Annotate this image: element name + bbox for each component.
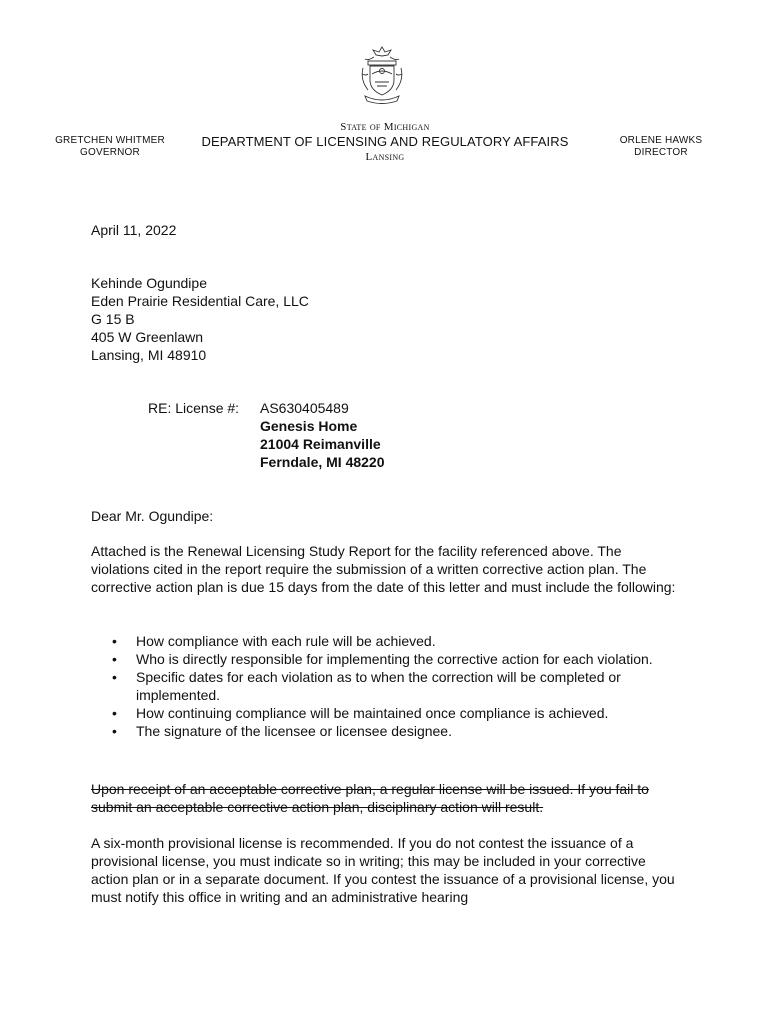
requirements-list [112, 632, 672, 740]
facility-name: Genesis Home [260, 418, 358, 434]
facility-street: 21004 Reimanville [260, 436, 381, 452]
department-header [200, 120, 570, 164]
list-item-text: How compliance with each rule will be achieved. [136, 633, 436, 649]
bullet-icon: • [112, 723, 117, 739]
recipient-name: Kehinde Ogundipe [91, 275, 207, 291]
bullet-icon: • [112, 633, 117, 649]
list-item [112, 704, 672, 722]
salutation: Dear Mr. Ogundipe: [91, 508, 214, 524]
bullet-icon: • [112, 651, 117, 667]
letter-date: April 11, 2022 [91, 222, 177, 238]
bullet-icon: • [112, 705, 117, 721]
list-item-text: How continuing compliance will be maintained once compliance is achieved. [136, 705, 609, 721]
list-item [112, 668, 672, 704]
michigan-seal-icon [357, 44, 407, 106]
director-name: ORLENE HAWKS [619, 135, 703, 146]
list-item-text: The signature of the licensee or licensee designee. [136, 723, 452, 739]
recipient-street: 405 W Greenlawn [91, 329, 204, 345]
paragraph-intro: Attached is the Renewal Licensing Study Report for the facility referenced above. The violations cited in the report require the submission of a written corrective action plan. The corrective action plan is due 15 days from the date of this letter and must include the following: [91, 543, 676, 595]
director-title: DIRECTOR [634, 147, 688, 158]
list-item-text: Specific dates for each violation as to when the correction will be completed or implemented. [136, 669, 621, 703]
list-item-text: Who is directly responsible for implementing the corrective action for each violation. [136, 651, 653, 667]
license-number: AS630405489 [260, 400, 349, 416]
city-line: Lansing [365, 151, 405, 163]
re-details [260, 399, 385, 471]
paragraph-provisional-license: A six-month provisional license is recommended. If you do not contest the issuance of a provisional license, you must indicate so in writing; this may be included in your corrective action plan or in a separate document. If you contest the issuance of a provisional license, you must notify this office in writing and an administrative hearing [91, 835, 675, 905]
governor-title: GOVERNOR [80, 147, 140, 158]
recipient-address [91, 274, 309, 364]
struck-paragraph: Upon receipt of an acceptable corrective plan, a regular license will be issued. If you fail to submit an acceptable corrective action plan, disciplinary action will result. [91, 781, 649, 815]
recipient-line3: G 15 B [91, 311, 135, 327]
list-item [112, 632, 672, 650]
department-name: DEPARTMENT OF LICENSING AND REGULATORY AFFAIRS [201, 134, 569, 149]
governor-name: GRETCHEN WHITMER [55, 135, 165, 146]
list-item [112, 650, 672, 668]
bullet-icon: • [112, 669, 117, 685]
director-block [606, 135, 716, 159]
recipient-city: Lansing, MI 48910 [91, 347, 207, 363]
list-item [112, 722, 672, 740]
governor-block [50, 135, 170, 159]
recipient-company: Eden Prairie Residential Care, LLC [91, 293, 309, 309]
state-line: State of Michigan [340, 121, 430, 133]
facility-city: Ferndale, MI 48220 [260, 454, 385, 470]
re-label: RE: License #: [148, 400, 240, 416]
